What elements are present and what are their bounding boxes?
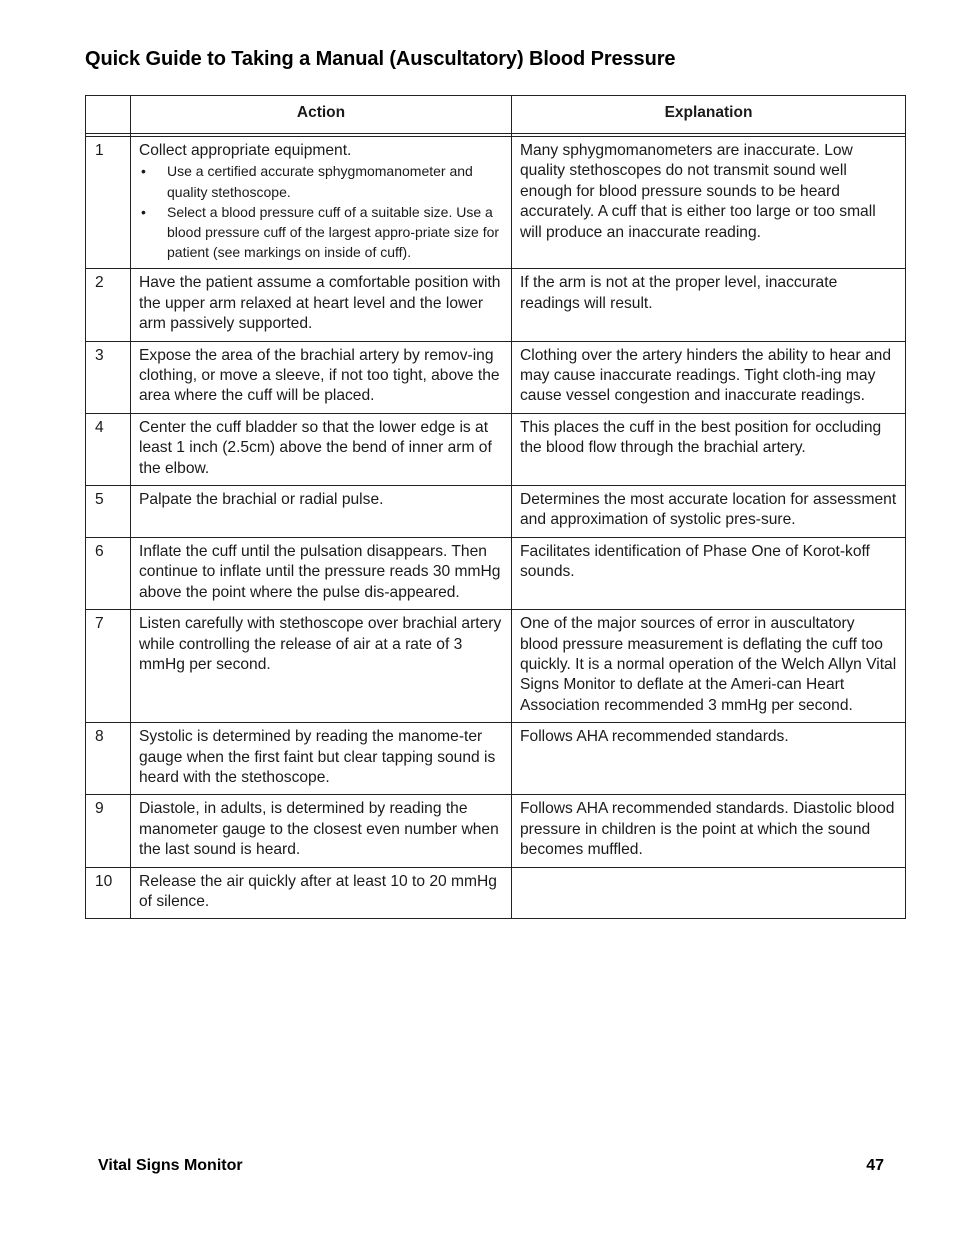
step-action	[131, 137, 512, 269]
table-header-row	[86, 96, 906, 134]
step-number: 9	[86, 795, 131, 867]
step-action: Systolic is determined by reading the manome-ter gauge when the first faint but clear tapping sound is heard with the stethoscope.	[131, 723, 512, 795]
page-number: 47	[866, 1157, 884, 1174]
step-number: 3	[86, 341, 131, 413]
step-explanation: Many sphygmomanometers are inaccurate. Low quality stethoscopes do not transmit sound well enough for blood pressure sounds to be heard accurately. A cuff that is either too large or too small will produce an inaccurate reading.	[512, 137, 906, 269]
step-explanation: If the arm is not at the proper level, inaccurate readings will result.	[512, 269, 906, 341]
step-action: Inflate the cuff until the pulsation disappears. Then continue to inflate until the pressure reads 30 mmHg above the point where the pulse dis-appeared.	[131, 537, 512, 609]
table-row	[86, 341, 906, 413]
procedure-table	[85, 95, 906, 919]
table-row	[86, 137, 906, 269]
step-action: Release the air quickly after at least 10 to 20 mmHg of silence.	[131, 867, 512, 919]
step-explanation	[512, 867, 906, 919]
step-number: 4	[86, 413, 131, 485]
sub-item	[139, 202, 503, 263]
step-explanation: Determines the most accurate location for assessment and approximation of systolic pres-sure.	[512, 486, 906, 538]
sub-item-text: Use a certified accurate sphygmomanometer and quality stethoscope.	[167, 163, 473, 200]
table-row	[86, 269, 906, 341]
sub-item-text: Select a blood pressure cuff of a suitable size. Use a blood pressure cuff of the largest appro-priate size for patient (see markings on inside of cuff).	[167, 203, 500, 261]
footer-document-title: Vital Signs Monitor	[98, 1157, 243, 1174]
table-row	[86, 723, 906, 795]
page-title: Quick Guide to Taking a Manual (Auscultatory) Blood Pressure	[85, 48, 676, 70]
header-explanation: Explanation	[512, 96, 906, 134]
header-action: Action	[131, 96, 512, 134]
step-number: 1	[86, 137, 131, 269]
table-row	[86, 486, 906, 538]
step-number: 5	[86, 486, 131, 538]
step-explanation: Clothing over the artery hinders the ability to hear and may cause inaccurate readings. Tight cloth-ing may cause vessel congestion and inaccurate readings.	[512, 341, 906, 413]
step-action: Diastole, in adults, is determined by reading the manometer gauge to the closest even number when the last sound is heard.	[131, 795, 512, 867]
step-explanation: Follows AHA recommended standards. Diastolic blood pressure in children is the point at which the sound becomes muffled.	[512, 795, 906, 867]
step-explanation: Facilitates identification of Phase One of Korot-koff sounds.	[512, 537, 906, 609]
bullet-icon: •	[141, 163, 146, 180]
step-number: 2	[86, 269, 131, 341]
step-explanation: This places the cuff in the best position for occluding the blood flow through the brachial artery.	[512, 413, 906, 485]
header-number	[86, 96, 131, 134]
step-explanation: One of the major sources of error in auscultatory blood pressure measurement is deflating the cuff too quickly. It is a normal operation of the Welch Allyn Vital Signs Monitor to deflate at the Ameri-can Heart Association recommended 3 mmHg per second.	[512, 610, 906, 723]
step-action: Expose the area of the brachial artery by remov-ing clothing, or move a sleeve, if not too tight, above the area where the cuff will be placed.	[131, 341, 512, 413]
step-action: Have the patient assume a comfortable position with the upper arm relaxed at heart level and the lower arm passively supported.	[131, 269, 512, 341]
step-action: Palpate the brachial or radial pulse.	[131, 486, 512, 538]
step-number: 10	[86, 867, 131, 919]
step-action: Center the cuff bladder so that the lower edge is at least 1 inch (2.5cm) above the bend of inner arm of the elbow.	[131, 413, 512, 485]
step-number: 8	[86, 723, 131, 795]
table-row	[86, 610, 906, 723]
bullet-icon: •	[141, 203, 146, 220]
table-row	[86, 537, 906, 609]
step-number: 6	[86, 537, 131, 609]
table-row	[86, 867, 906, 919]
sub-item	[139, 161, 503, 201]
step-explanation: Follows AHA recommended standards.	[512, 723, 906, 795]
table-row	[86, 413, 906, 485]
step-action: Listen carefully with stethoscope over brachial artery while controlling the release of air at a rate of 3 mmHg per second.	[131, 610, 512, 723]
table-row	[86, 795, 906, 867]
step-action-text: Collect appropriate equipment.	[139, 142, 352, 159]
sub-item-list	[139, 161, 503, 262]
step-number: 7	[86, 610, 131, 723]
